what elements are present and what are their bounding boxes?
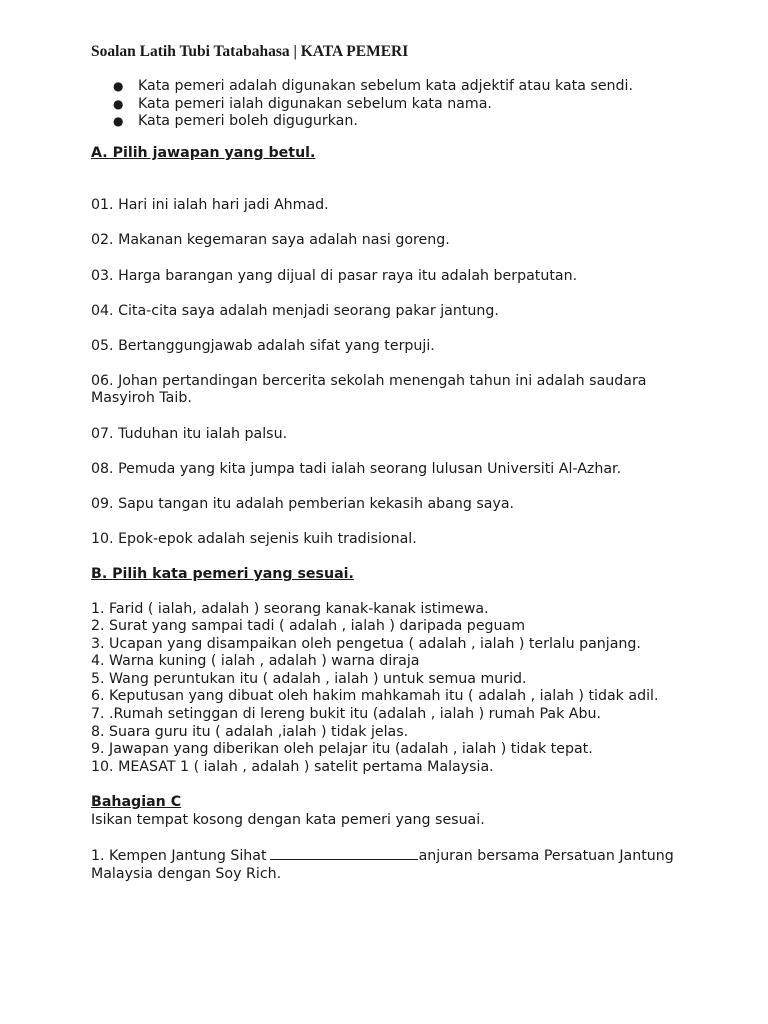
section-a-list [91,197,681,548]
rules-list [91,78,681,131]
section-a-item: 02. Makanan kegemaran saya adalah nasi goreng. [91,232,450,249]
section-b-item: 7. .Rumah setinggan di lereng bukit itu (adalah , ialah ) rumah Pak Abu. [91,706,602,723]
section-a-item: 04. Cita-cita saya adalah menjadi seorang pakar jantung. [91,302,499,319]
section-c-item-text-before: 1. Kempen Jantung Sihat [91,848,267,865]
section-c-item-text-after: anjuran bersama Persatuan Jantung Malaysia dengan Soy Rich. [91,848,674,882]
section-b-item: 9. Jawapan yang diberikan oleh pelajar itu (adalah , ialah ) tidak tepat. [91,741,593,758]
section-b-heading: B. Pilih kata pemeri yang sesuai. [91,565,354,582]
section-b-item: 6. Keputusan yang dibuat oleh hakim mahkamah itu ( adalah , ialah ) tidak adil. [91,688,659,705]
document-page [91,42,681,883]
section-b-list [91,601,681,777]
section-a-item: 07. Tuduhan itu ialah palsu. [91,425,288,442]
section-a-item: 08. Pemuda yang kita jumpa tadi ialah seorang lulusan Universiti Al-Azhar. [91,460,622,477]
section-a-item: 06. Johan pertandingan bercerita sekolah menengah tahun ini adalah saudara Masyiroh Taib. [91,372,647,407]
section-b-item: 2. Surat yang sampai tadi ( adalah , ialah ) daripada peguam [91,618,526,635]
section-a-item: 03. Harga barangan yang dijual di pasar raya itu adalah berpatutan. [91,267,578,284]
fill-in-blank[interactable] [270,847,418,860]
section-b-item: 3. Ucapan yang disampaikan oleh pengetua ( adalah , ialah ) terlalu panjang. [91,635,641,652]
section-c-heading: Bahagian C [91,794,182,811]
rule-text: Kata pemeri adalah digunakan sebelum kata adjektif atau kata sendi. [138,78,633,94]
rule-item [91,113,681,131]
section-c-instruction: Isikan tempat kosong dengan kata pemeri yang sesuai. [91,812,485,829]
document-title: Soalan Latih Tubi Tatabahasa | KATA PEMERI [91,43,409,60]
section-b-item: 8. Suara guru itu ( adalah ,ialah ) tidak jelas. [91,723,409,740]
section-b-item: 4. Warna kuning ( ialah , adalah ) warna diraja [91,653,420,670]
rule-text: Kata pemeri ialah digunakan sebelum kata nama. [138,95,492,112]
section-a-item: 05. Bertanggungjawab adalah sifat yang terpuji. [91,337,435,354]
rule-item [91,78,681,96]
section-a-item: 10. Epok-epok adalah sejenis kuih tradisional. [91,530,417,547]
section-a-heading: A. Pilih jawapan yang betul. [91,144,316,161]
rule-text: Kata pemeri boleh digugurkan. [138,113,358,130]
section-b-item: 10. MEASAT 1 ( ialah , adalah ) satelit pertama Malaysia. [91,758,494,775]
section-b-item: 5. Wang peruntukan itu ( adalah , ialah ) untuk semua murid. [91,670,527,687]
rule-item [91,96,681,114]
bullet-icon: ● [113,79,124,93]
section-b-item: 1. Farid ( ialah, adalah ) seorang kanak-kanak istimewa. [91,600,489,617]
section-c-item [91,847,681,883]
bullet-icon: ● [113,96,124,111]
section-a-item: 09. Sapu tangan itu adalah pemberian kekasih abang saya. [91,495,515,512]
bullet-icon: ● [113,114,124,129]
section-a-item: 01. Hari ini ialah hari jadi Ahmad. [91,197,329,214]
